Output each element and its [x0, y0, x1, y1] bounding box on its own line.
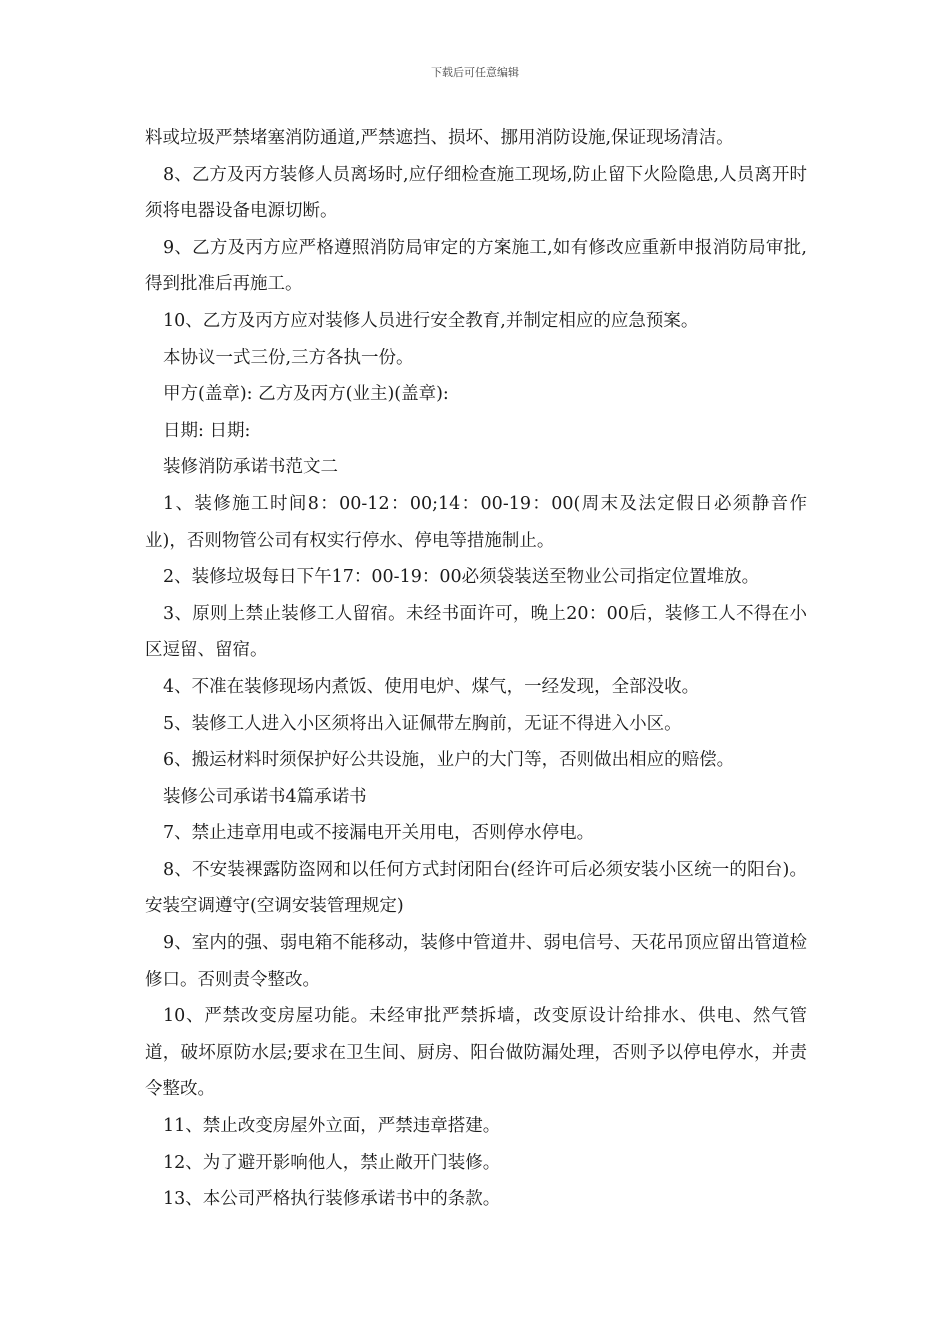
paragraph-19: 10、严禁改变房屋功能。未经审批严禁拆墙，改变原设计给排水、供电、然气管道，破坏原防水层;要求在卫生间、厨房、阳台做防漏处理，否则予以停电停水，并责令整改。: [145, 1006, 807, 1100]
section-title-2: 装修公司承诺书4篇承诺书: [163, 786, 367, 807]
paragraph-3: 9、乙方及丙方应严格遵照消防局审定的方案施工,如有修改应重新申报消防局审批,得到批准后再施工。: [145, 237, 807, 295]
paragraph-20: 11、禁止改变房屋外立面，严禁违章搭建。: [163, 1116, 501, 1137]
paragraph-5: 本协议一式三份,三方各执一份。: [163, 347, 414, 368]
paragraph-21: 12、为了避开影响他人，禁止敞开门装修。: [163, 1152, 501, 1173]
section-title: 装修消防承诺书范文二: [163, 457, 338, 478]
page-header: 下载后可任意编辑: [431, 66, 519, 79]
paragraph-10: 2、装修垃圾每日下午17：00-19：00必须袋装送至物业公司指定位置堆放。: [163, 567, 760, 588]
date-line: 日期: 日期:: [163, 420, 251, 441]
paragraph-13: 5、装修工人进入小区须将出入证佩带左胸前，无证不得进入小区。: [163, 713, 682, 734]
paragraph-2: 8、乙方及丙方装修人员离场时,应仔细检查施工现场,防止留下火险隐患,人员离开时须将电器设备电源切断。: [145, 164, 807, 222]
paragraph-22: 13、本公司严格执行装修承诺书中的条款。: [163, 1189, 501, 1210]
paragraph-16: 7、禁止违章用电或不接漏电开关用电，否则停水停电。: [163, 823, 595, 844]
paragraph-1: 料或垃圾严禁堵塞消防通道,严禁遮挡、损坏、挪用消防设施,保证现场清洁。: [145, 128, 734, 148]
paragraph-12: 4、不准在装修现场内煮饭、使用电炉、煤气，一经发现，全部没收。: [163, 676, 700, 697]
paragraph-14: 6、搬运材料时须保护好公共设施，业户的大门等，否则做出相应的赔偿。: [163, 750, 735, 771]
document-body: [145, 120, 807, 1218]
paragraph-17: 8、不安装裸露防盗网和以任何方式封闭阳台(经许可后必须安装小区统一的阳台)。安装空调遵守(空调安装管理规定): [145, 859, 807, 917]
signature-line: 甲方(盖章): 乙方及丙方(业主)(盖章):: [163, 384, 449, 405]
paragraph-18: 9、室内的强、弱电箱不能移动，装修中管道井、弱电信号、天花吊顶应留出管道检修口。否则责令整改。: [145, 933, 807, 990]
paragraph-9: 1、装修施工时间8：00-12：00;14：00-19：00(周末及法定假日必须静音作业)，否则物管公司有权实行停水、停电等措施制止。: [145, 493, 807, 551]
paragraph-4: 10、乙方及丙方应对装修人员进行安全教育,并制定相应的应急预案。: [163, 310, 699, 331]
paragraph-11: 3、原则上禁止装修工人留宿。未经书面许可，晚上20：00后，装修工人不得在小区逗留、留宿。: [145, 603, 807, 661]
